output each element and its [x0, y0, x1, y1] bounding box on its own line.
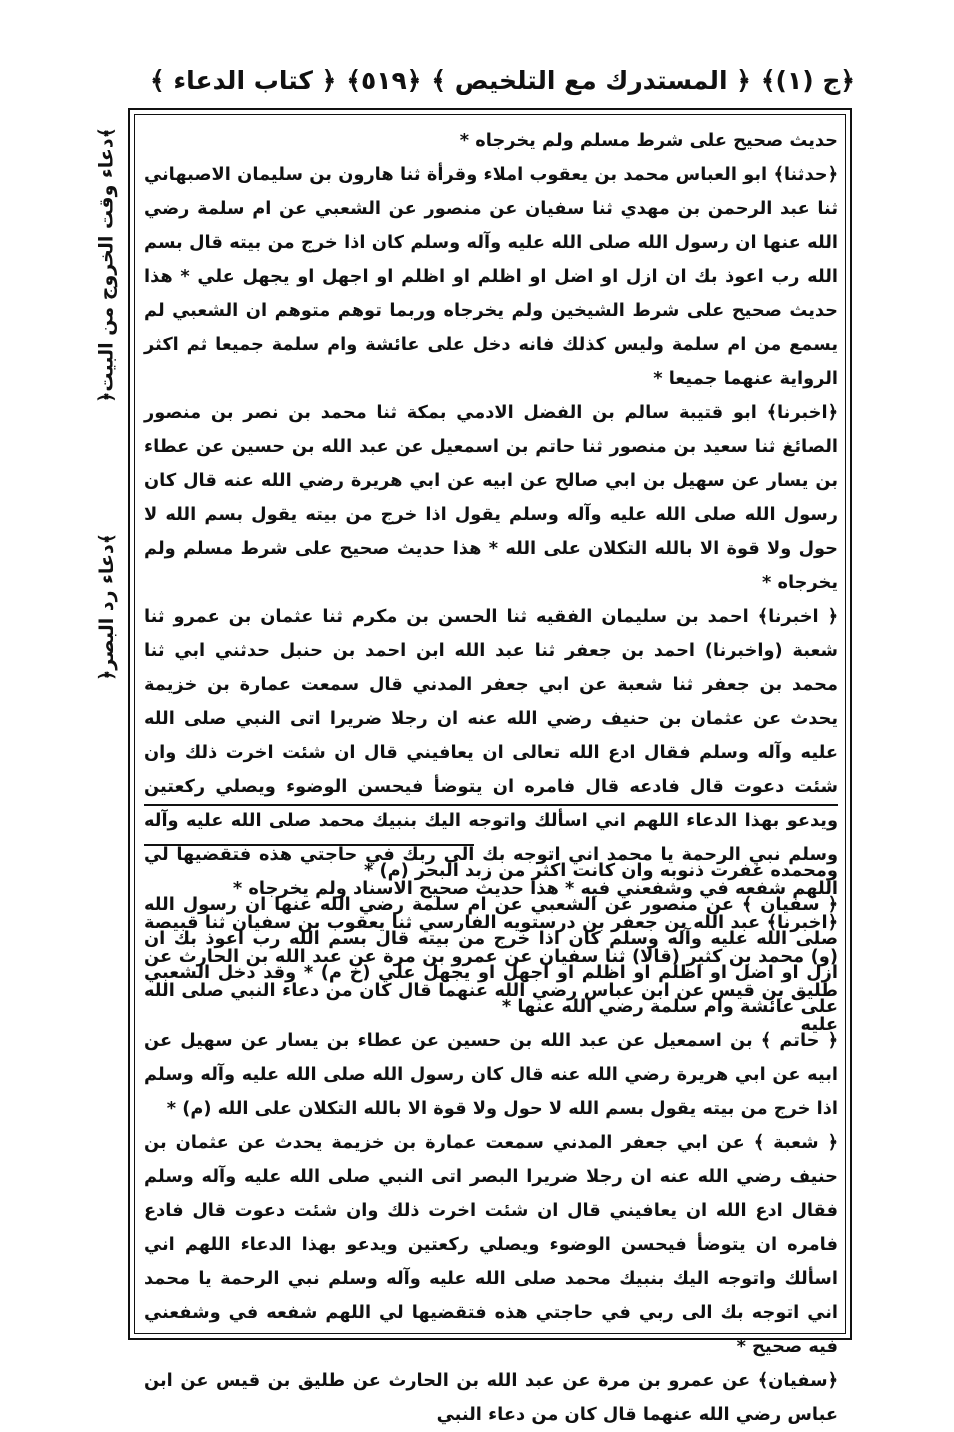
- summary-paragraph: ومحمده غفرت ذنوبه وان كانت اكثر من زبد البحر (م) *: [363, 860, 838, 881]
- main-paragraph: ﴿اخبرنا﴾ ابو قتيبة سالم بن الفضل الادمي بمكة ثنا محمد بن نصر بن منصور الصائغ ثنا سعيد بن منصور ثنا حاتم بن اسمعيل عن عبد الله بن حسين عن عطاء بن يسار عن سهيل بن ابي صالح عن ابيه عن ابي هريرة رضي الله عنه قال كان رسول الله صلى الله عليه وآله وسلم يقول اذا خرج من بيته يقول بسم الله لا حول ولا قوة الا بالله التكلان على الله * هذا حديث صحيح على شرط مسلم ولم يخرجاه *: [144, 402, 838, 593]
- margin-heading-leaving-house: ﴿دعاء وقت الخروج من البيت﴾: [96, 127, 119, 403]
- main-paragraph: ﴿ اخبرنا﴾ احمد بن سليمان الفقيه ثنا الحسن بن مكرم ثنا عثمان بن عمرو ثنا شعبة (واخبرنا) احمد بن جعفر ثنا عبد الله ابن احمد بن حنبل حدثني ابي ثنا محمد بن جعفر ثنا شعبة عن ابي جعفر المدني قال سمعت عمارة بن خزيمة يحدث عن عثمان بن حنيف رضي الله عنه ان رجلا ضريرا اتى النبي صلى الله عليه وآله وسلم فقال ادع الله تعالى ان يعافيني قال ان شئت اخرت ذلك وان شئت دعوت قال فادعه قال فامره ان يتوضأ فيحسن الوضوء ويصلي ركعتين ويدعو بهذا الدعاء اللهم اني اسألك واتوجه اليك بنبيك محمد صلى الله عليه وآله وسلم نبي الرحمة يا محمد اني اتوجه بك الى ربك في حاجتي هذه فتقضيها لي اللهم شفعه في وشفعني فيه * هذا حديث صحيح الاسناد ولم يخرجاه *: [144, 606, 838, 899]
- summary-paragraph: ﴿ سفيان ﴾ عن منصور عن الشعبي عن ام سلمة رضي الله عنها ان رسول الله صلى الله عليه وآله وسلم كان اذا خرج من بيته قال بسم الله رب اعوذ بك ان ازل او اضل او اظلم او اظلم او اجهل او يجهل علي (خ م) * وقد دخل الشعبي على عائشة وام سلمة رضي الله عنها *: [144, 894, 838, 1017]
- main-paragraph: ﴿حدثنا﴾ ابو العباس محمد بن يعقوب املاء وقرأة ثنا هارون بن سليمان الاصبهاني ثنا عبد الرحمن بن مهدي ثنا سفيان عن منصور عن الشعبي عن ام سلمة رضي الله عنها ان رسول الله صلى الله عليه وآله وسلم كان اذا خرج من بيته قال بسم الله رب اعوذ بك ان ازل او اضل او اظلم او اظلم او اجهل او يجهل علي * هذا حديث صحيح على شرط الشيخين ولم يخرجاه وربما توهم متوهم ان الشعبي لم يسمع من ام سلمة وليس كذلك فانه دخل على عائشة وام سلمة جميعا ثم اكثر الرواية عنهما جميعا *: [144, 164, 838, 389]
- book-title: ﴿ المستدرك مع التلخيص ﴾: [431, 65, 751, 95]
- section-divider: [144, 804, 838, 806]
- page-frame: [128, 108, 852, 1425]
- footnote-divider: [144, 844, 474, 846]
- summary-paragraph: ﴿ حاتم ﴾ بن اسمعيل عن عبد الله بن حسين عن عطاء بن يسار عن سهيل عن ابيه عن ابي هريرة رضي الله عنه قال كان رسول الله صلى الله عليه وآله وسلم اذا خرج من بيته يقول بسم الله لا حول ولا قوة الا بالله التكلان على الله (م) *: [144, 1030, 838, 1119]
- summary-paragraph: ﴿سفيان﴾ عن عمرو بن مرة عن عبد الله بن الحارث عن طليق بن قيس عن ابن عباس رضي الله عنهما قال كان من دعاء النبي: [144, 1370, 838, 1425]
- main-paragraph: ﴿اخبرنا﴾ عبد الله بن جعفر بن درستويه الفارسي ثنا يعقوب بن سفيان ثنا قبيصة (و) محمد بن كثير (قالا) ثنا سفيان عن عمرو بن مرة عن عبد الله بن الحارث عن طليق بن قيس عن ابن عباس رضي الله عنهما قال كان من دعاء النبي صلى الله عليه: [144, 912, 838, 1035]
- page-header: [150, 58, 855, 102]
- margin-heading-restoring-sight: ﴿دعاء رد البصر﴾: [96, 533, 119, 681]
- volume-label: ﴿ج (١)﴾: [760, 65, 855, 95]
- chapter-title: ﴿ كتاب الدعاء ﴾: [150, 65, 337, 95]
- summary-paragraph: ﴿ شعبة ﴾ عن ابي جعفر المدني سمعت عمارة بن خزيمة يحدث عن عثمان بن حنيف رضي الله عنه ان رجلا ضريرا البصر اتى النبي صلى الله عليه وآله وسلم فقال ادع الله ان يعافيني قال ان شئت اخرت ذلك وان شئت دعوت قال فادع فامره ان يتوضأ فيحسن الوضوء ويصلي ركعتين ويدعو بهذا الدعاء اللهم اني اسألك واتوجه اليك بنبيك محمد صلى الله عليه وآله وسلم نبي الرحمة يا محمد اني اتوجه بك الى ربي في حاجتي هذه فتقضيها لي اللهم شفعه في وشفعني فيه صحيح *: [144, 1132, 838, 1357]
- main-paragraph: حديث صحيح على شرط مسلم ولم يخرجاه *: [459, 130, 838, 151]
- page-number: ﴿٥١٩﴾: [346, 65, 422, 95]
- summary-text: [144, 854, 838, 1425]
